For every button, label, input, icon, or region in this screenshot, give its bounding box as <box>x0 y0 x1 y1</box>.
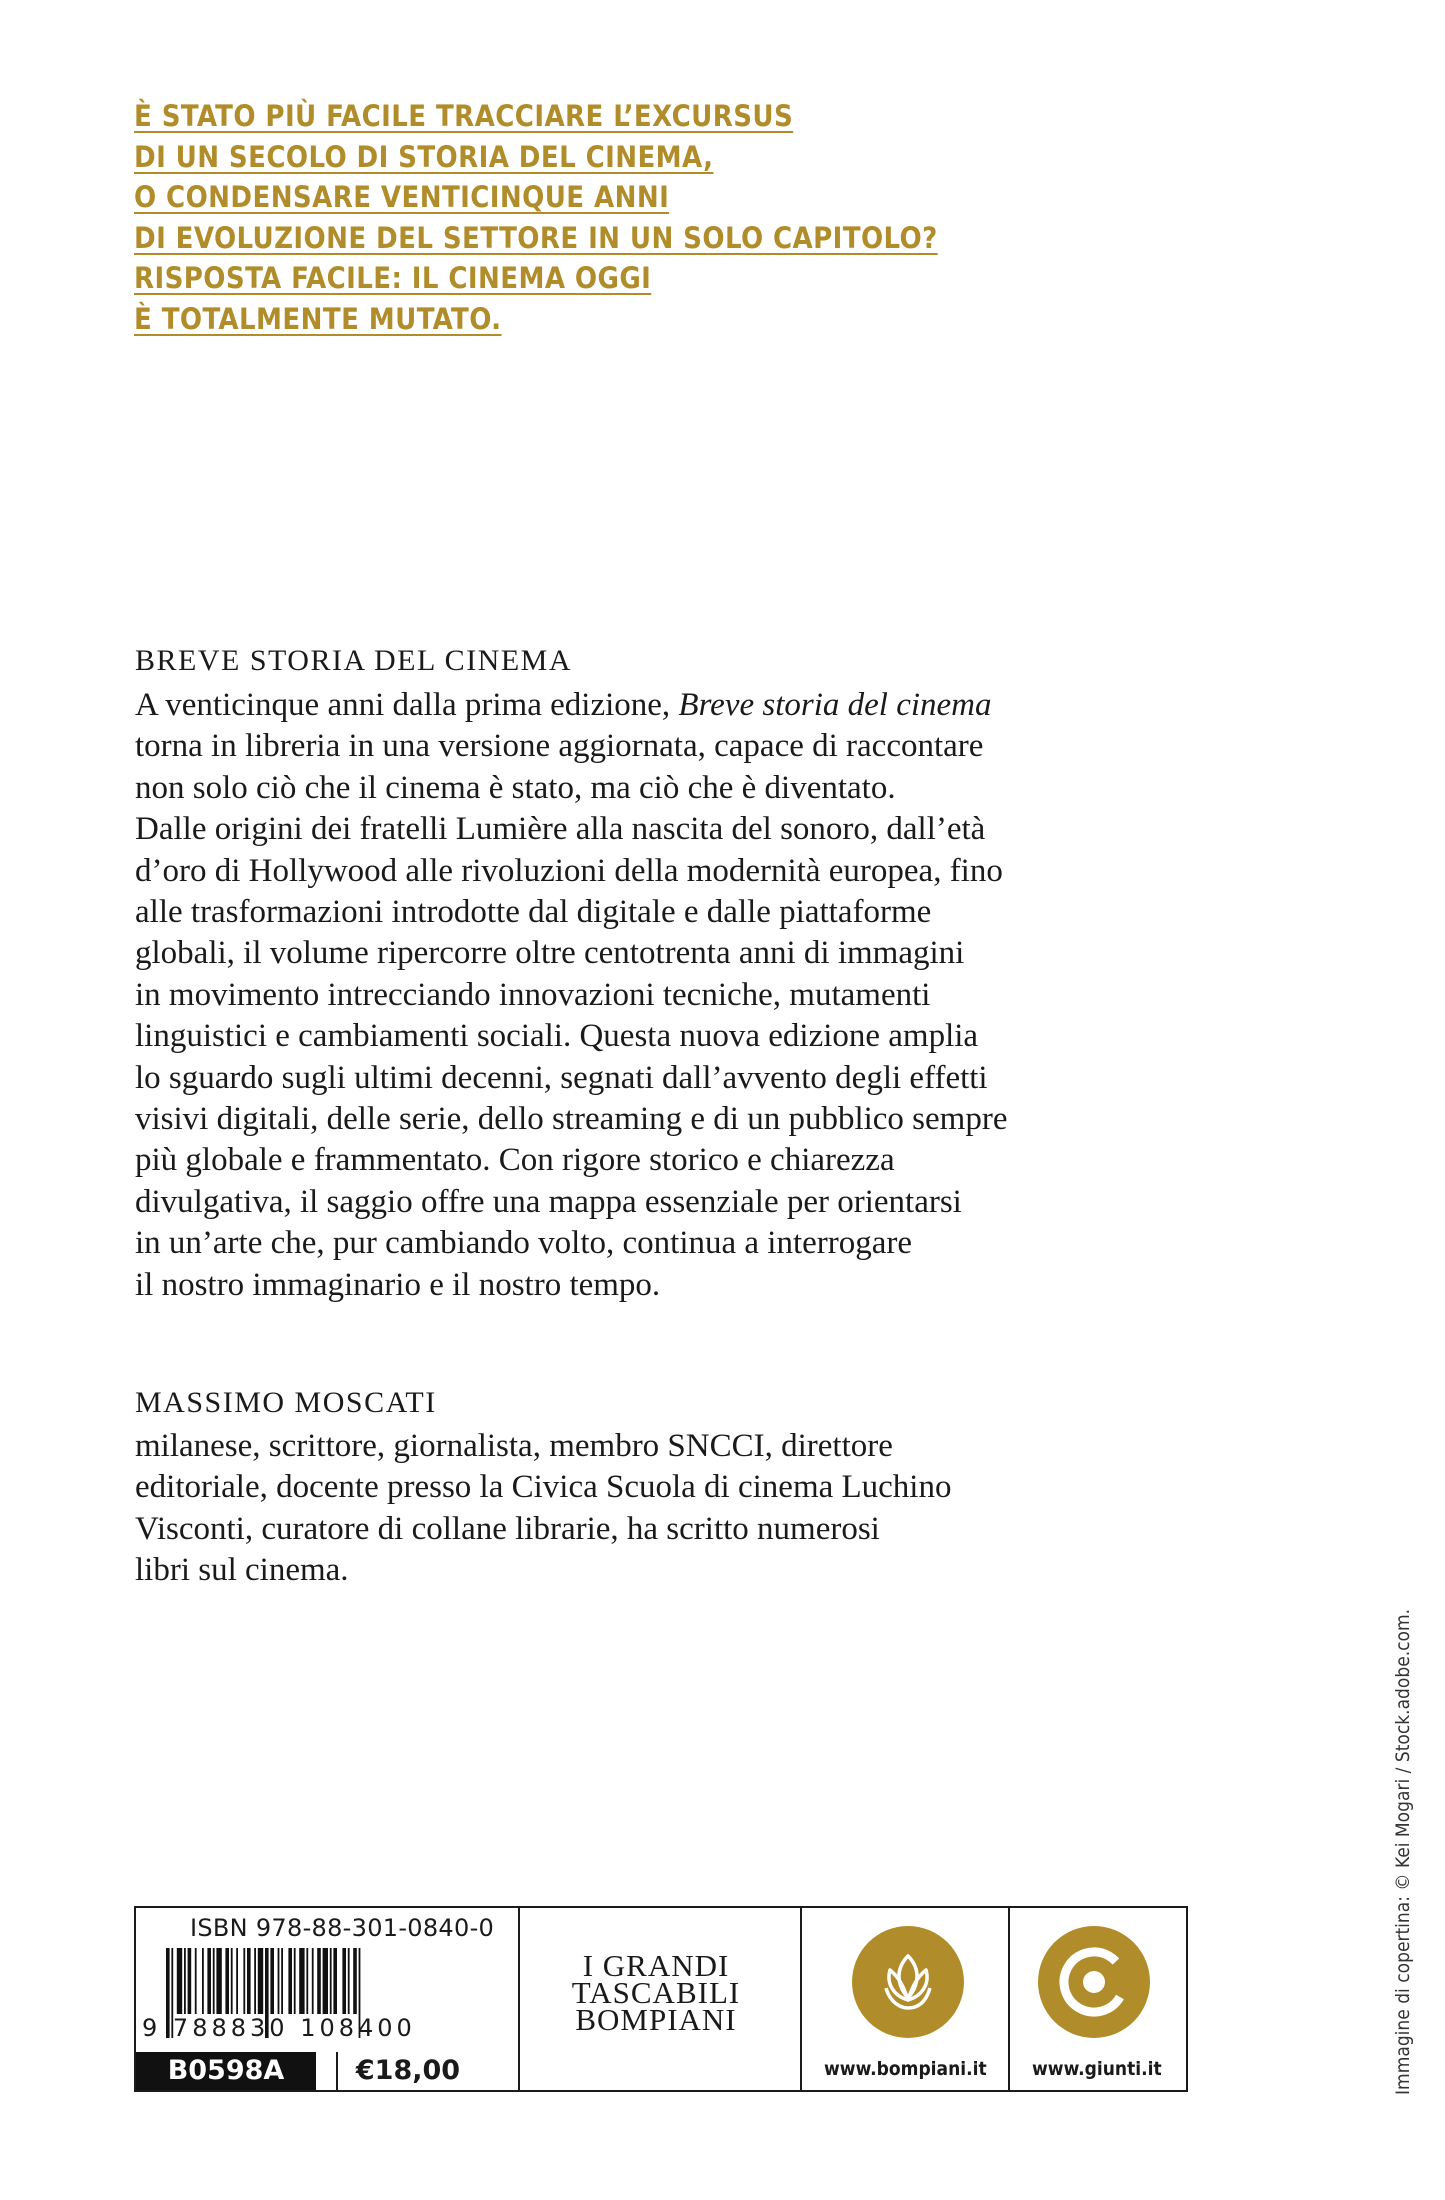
description-line: più globale e frammentato. Con rigore storico e chiarezza <box>135 1142 895 1179</box>
tagline <box>134 96 1034 339</box>
description-line: d’oro di Hollywood alle rivoluzioni della modernità europea, fino <box>135 852 1003 889</box>
bio-line: libri sul cinema. <box>135 1552 349 1589</box>
barcode-bar <box>188 1948 192 2014</box>
image-credit: Immagine di copertina: © Kei Mogari / Stock.adobe.com. <box>1392 1608 1414 2095</box>
barcode-bar <box>236 1948 238 2014</box>
barcode-digits: 9 788830 108400 <box>142 2014 416 2042</box>
author-heading: MASSIMO MOSCATI <box>135 1386 437 1419</box>
bio-line: editoriale, docente presso la Civica Scuola di cinema Luchino <box>135 1469 952 1506</box>
barcode-bar <box>202 1948 204 2014</box>
barcode-bar <box>330 1948 332 2014</box>
divider <box>1008 1908 1010 2090</box>
bompiani-leaf-logo-icon <box>852 1926 964 2038</box>
barcode-bar <box>270 1948 274 2014</box>
description-line: in un’arte che, pur cambiando volto, continua a interrogare <box>135 1225 913 1262</box>
barcode-bar <box>333 1948 337 2014</box>
barcode-bar <box>231 1948 233 2014</box>
barcode-bar <box>299 1948 304 2014</box>
tagline-line: DI UN SECOLO DI STORIA DEL CINEMA, <box>134 139 714 174</box>
isbn-label: ISBN 978-88-301-0840-0 <box>190 1914 495 1942</box>
description-line: in movimento intrecciando innovazioni tecniche, mutamenti <box>135 976 931 1013</box>
description-line: visivi digitali, delle serie, dello streaming e di un pubblico sempre <box>135 1101 1008 1138</box>
description-line: alle trasformazioni introdotte dal digitale e dalle piattaforme <box>135 894 932 931</box>
tagline-line: RISPOSTA FACILE: IL CINEMA OGGI <box>134 261 652 295</box>
tagline-line: È TOTALMENTE MUTATO. <box>134 301 502 336</box>
barcode-bar <box>213 1948 215 2014</box>
description-line: non solo ciò che il cinema è stato, ma ciò che è diventato. <box>135 769 896 806</box>
giunti-url[interactable]: www.giunti.it <box>1032 2058 1162 2080</box>
description-line: A venticinque anni dalla prima edizione, Breve storia del cinema <box>135 687 992 723</box>
tagline-line: O CONDENSARE VENTICINQUE ANNI <box>134 180 670 214</box>
description-line: torna in libreria in una versione aggiornata, capace di raccontare <box>135 728 984 765</box>
tagline-line: È STATO PIÙ FACILE TRACCIARE L’EXCURSUS <box>134 99 794 133</box>
barcode-bar <box>278 1948 280 2014</box>
barcode-bar <box>177 1948 182 2014</box>
barcode-bar <box>225 1948 229 2014</box>
book-description <box>135 685 1225 1306</box>
author-bio <box>135 1426 1225 1592</box>
barcode-bar <box>254 1948 256 2014</box>
barcode-bar <box>342 1948 346 2014</box>
divider <box>800 1908 802 2090</box>
barcode-bar <box>348 1948 350 2014</box>
description-line: divulgativa, il saggio offre una mappa essenziale per orientarsi <box>135 1183 962 1220</box>
barcode-bar <box>294 1948 296 2014</box>
barcode-bar <box>353 1948 357 2014</box>
barcode-bar <box>195 1948 197 2014</box>
book-heading: BREVE STORIA DEL CINEMA <box>135 644 573 677</box>
bompiani-url[interactable]: www.bompiani.it <box>824 2058 987 2080</box>
description-line: globali, il volume ripercorre oltre centotrenta anni di immagini <box>135 935 965 972</box>
description-line: lo sguardo sugli ultimi decenni, segnati dall’avvento degli effetti <box>135 1059 988 1096</box>
barcode-bar <box>207 1948 211 2014</box>
barcode-bar <box>184 1948 186 2014</box>
bio-line: Visconti, curatore di collane librarie, ha scritto numerosi <box>135 1510 880 1547</box>
book-title-italic: Breve storia del cinema <box>678 687 992 723</box>
description-line: il nostro immaginario e il nostro tempo. <box>135 1266 661 1303</box>
series-title: I GRANDI TASCABILI BOMPIANI <box>571 1948 741 2037</box>
divider <box>518 1908 520 2090</box>
barcode-bar <box>281 1948 283 2014</box>
barcode-bar <box>306 1948 308 2014</box>
barcode-bar <box>288 1948 292 2014</box>
barcode-bar <box>216 1948 221 2014</box>
barcode-bar <box>258 1948 263 2014</box>
giunti-logo-icon <box>1038 1926 1150 2038</box>
price: €18,00 <box>336 2052 478 2090</box>
barcode-bar <box>247 1948 251 2014</box>
tagline-line: DI EVOLUZIONE DEL SETTORE IN UN SOLO CAPITOLO? <box>134 220 938 255</box>
barcode-bar <box>243 1948 245 2014</box>
description-line: Dalle origini dei fratelli Lumière alla nascita del sonoro, dall’età <box>135 811 986 848</box>
description-line: linguistici e cambiamenti sociali. Questa nuova edizione amplia <box>135 1018 979 1055</box>
barcode-bar <box>317 1948 321 2014</box>
barcode-box <box>134 1906 1188 2092</box>
barcode-bar <box>323 1948 328 2014</box>
bio-line: milanese, scrittore, giornalista, membro SNCCI, direttore <box>135 1428 893 1464</box>
product-code: B0598A <box>136 2052 316 2090</box>
barcode-bar <box>312 1948 314 2014</box>
